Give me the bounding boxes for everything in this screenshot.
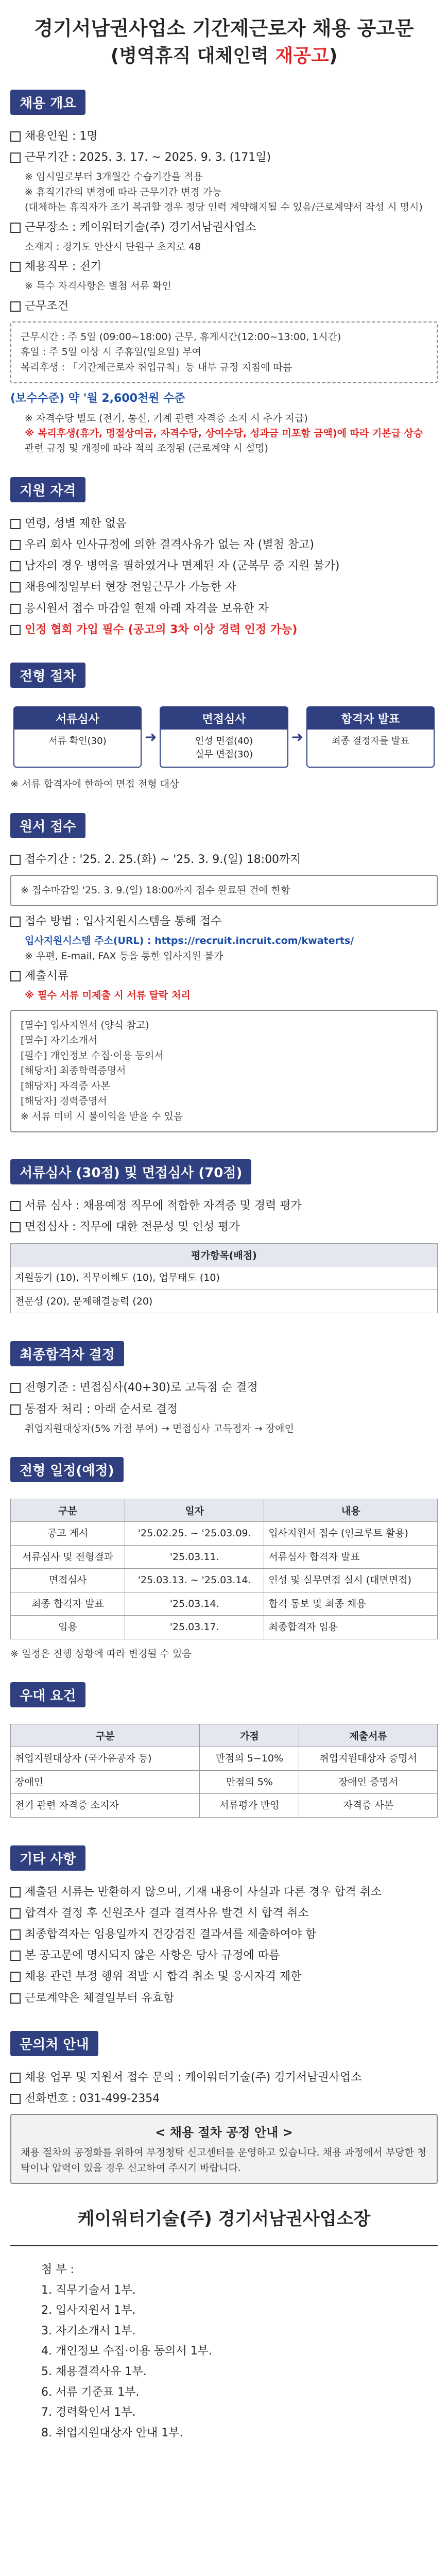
page-title: 경기서남권사업소 기간제근로자 채용 공고문: [34, 17, 414, 40]
checkbox-icon: [10, 582, 21, 592]
page-subtitle: [10, 44, 438, 69]
checkbox-icon: [10, 1951, 21, 1961]
period-note-3: (대체하는 휴직자가 조기 복귀할 경우 정당 인력 계약해지될 수 있음/근로계약서 작성 시 명시): [25, 201, 423, 213]
docs-box: [10, 1010, 438, 1132]
doc-item: [필수] 입사지원서 (양식 참고): [21, 1019, 149, 1031]
section-head-overview: 채용 개요: [10, 90, 85, 115]
misc-item: 본 공고문에 명시되지 않은 사항은 당사 규정에 따름: [10, 1946, 438, 1964]
attach-item: 5. 채용결격사유 1부.: [41, 2365, 147, 2378]
app-url-note: ※ 우편, E-mail, FAX 등을 통한 입사지원 불가: [25, 950, 223, 962]
doc-extra: ※ 서류 미비 시 불이익을 받을 수 있음: [21, 1110, 183, 1122]
checkbox-icon: [10, 1972, 21, 1982]
table-row: 서류심사 및 전형결과 '25.03.11. 서류심사 합격자 발표: [11, 1545, 438, 1569]
checkbox-icon: [10, 604, 21, 614]
cond-pay-note-3: 관련 규정 및 개정에 따라 적의 조정됨 (근로계약 시 설명): [25, 443, 268, 454]
attach-item: 8. 취업지원대상자 안내 1부.: [41, 2426, 183, 2439]
section-head-qualification: 지원 자격: [10, 477, 85, 502]
final-tiebreak: 취업지원대상자(5% 가점 부여) → 면접심사 고득점자 → 장애인: [25, 1422, 294, 1434]
process-step: [160, 706, 288, 768]
attach-item: 7. 경력확인서 1부.: [41, 2406, 136, 2419]
attach-item: 1. 직무기술서 1부.: [41, 2283, 136, 2297]
attach-item: 3. 자기소개서 1부.: [41, 2324, 136, 2337]
eval-table-cell: 전문성 (20), 문제해결능력 (20): [11, 1290, 438, 1313]
app-period-box: [10, 875, 438, 906]
checkbox-icon: [10, 917, 21, 927]
checkbox-icon: [10, 1908, 21, 1919]
cond-hours: 근무시간 : 주 5일 (09:00~18:00) 근무, 휴게시간(12:00~13:00, 1시간): [21, 331, 341, 343]
doc-item: [해당자] 자격증 사본: [21, 1080, 110, 1092]
misc-item: 제출된 서류는 반환하지 않으며, 기재 내용이 사실과 다른 경우 합격 취소: [10, 1883, 438, 1901]
step-body: 인성 면접(40) 실무 면접(30): [195, 735, 253, 760]
table-row: 장애인 만점의 5% 장애인 증명서: [11, 1770, 438, 1794]
fair-notice-text: 채용 절차의 공정화를 위하여 부정청탁 신고센터를 운영하고 있습니다. 채용 과정에서 부당한 청탁이나 압력이 있을 경우 신고하여 주시기 바랍니다.: [21, 2147, 427, 2174]
overview-item-count: 채용인원 : 1명: [10, 127, 438, 145]
checkbox-icon: [10, 855, 21, 865]
app-method: 접수 방법 : 입사지원시스템을 통해 접수: [10, 912, 438, 930]
section-head-final: 최종합격자 결정: [10, 1341, 124, 1366]
cond-pay-note-2: ※ 복리후생(휴가, 명절상여금, 자격수당, 상여수당, 성과금 미포함 금액)에 따라 기본급 상승: [25, 427, 423, 439]
checkbox-icon: [10, 1404, 21, 1415]
step-title: 합격자 발표: [307, 707, 434, 730]
pref-col-head: 구분: [11, 1724, 200, 1747]
schedule-col-head: 일자: [125, 1499, 264, 1522]
checkbox-icon: [10, 519, 21, 529]
table-row: 최종 합격자 발표 '25.03.14. 합격 통보 및 최종 채용: [11, 1592, 438, 1616]
qual-item: 남자의 경우 병역을 필하였거나 면제된 자 (군복무 중 지원 불가): [10, 557, 438, 575]
misc-item: 최종합격자는 임용일까지 건강검진 결과서를 제출하여야 함: [10, 1925, 438, 1943]
step-title: 면접심사: [161, 707, 287, 730]
final-item: 동점자 처리 : 아래 순서로 결정: [10, 1400, 438, 1418]
period-note: ※ 임시일로부터 3개월간 수습기간을 적용: [25, 171, 203, 183]
checkbox-icon: [10, 262, 21, 272]
eval-item: 서류 심사 : 채용예정 직무에 적합한 자격증 및 경력 평가: [10, 1197, 438, 1215]
preference-table: [10, 1724, 438, 1818]
overview-item-conditions: 근무조건: [10, 297, 438, 315]
checkbox-icon: [10, 971, 21, 981]
qual-item: 채용예정일부터 현장 전일근무가 가능한 자: [10, 578, 438, 596]
checkbox-icon: [10, 1201, 21, 1211]
overview-item-period: 근무기간 : 2025. 3. 17. ~ 2025. 9. 3. (171일): [10, 148, 438, 166]
checkbox-icon: [10, 1993, 21, 2004]
eval-table-head: 평가항목(배점): [11, 1244, 438, 1266]
misc-item: 근로계약은 체결일부터 유효함: [10, 1989, 438, 2007]
doc-item: [해당자] 최종학력증명서: [21, 1065, 126, 1077]
workplace-address: 소재지 : 경기도 안산시 단원구 초지로 48: [25, 241, 201, 252]
schedule-table: [10, 1499, 438, 1639]
qual-item: 인정 협회 가입 필수 (공고의 3차 이상 경력 인정 가능): [10, 621, 438, 639]
table-row: 면접심사 '25.03.13. ~ '25.03.14. 인성 및 실무면접 실시 (대면면접): [11, 1569, 438, 1592]
checkbox-icon: [10, 152, 21, 163]
app-period: 접수기간 : '25. 2. 25.(화) ~ '25. 3. 9.(일) 18:00까지: [10, 851, 438, 869]
fair-notice-box: [10, 2114, 438, 2184]
doc-item: [필수] 자기소개서: [21, 1035, 98, 1046]
cond-pay: (보수수준) 약 '월 2,600천원 수준: [10, 392, 185, 405]
doc-item: [필수] 개인정보 수집·이용 동의서: [21, 1049, 164, 1061]
step-title: 서류심사: [14, 707, 141, 730]
cond-days: 휴일 : 주 5일 이상 시 주휴일(일요일) 부여: [21, 346, 201, 358]
schedule-col-head: 구분: [11, 1499, 125, 1522]
checkbox-icon: [10, 1887, 21, 1897]
notice-page: [10, 10, 438, 2443]
checkbox-icon: [10, 301, 21, 312]
process-step: [306, 706, 435, 768]
docs-label: 제출서류: [10, 967, 438, 985]
process-flow: [10, 706, 438, 768]
checkbox-icon: [10, 131, 21, 142]
qual-item: 연령, 성별 제한 없음: [10, 515, 438, 533]
checkbox-icon: [10, 1383, 21, 1393]
doc-item: [해당자] 경력증명서: [21, 1095, 107, 1107]
contact-item: 전화번호 : 031-499-2354: [10, 2090, 438, 2108]
process-step: [13, 706, 142, 768]
overview-item-job: 채용직무 : 전기: [10, 258, 438, 276]
misc-item: 합격자 결정 후 신원조사 결과 결격사유 발견 시 합격 취소: [10, 1904, 438, 1922]
arrow-right-icon: ➜: [145, 728, 157, 746]
section-head-schedule: 전형 일정(예정): [10, 1457, 124, 1482]
checkbox-icon: [10, 1222, 21, 1232]
checkbox-icon: [10, 540, 21, 550]
overview-item-place: 근무장소 : 케이워터기술(주) 경기서남권사업소: [10, 218, 438, 236]
qual-item: 응시원서 접수 마감일 현재 아래 자격을 보유한 자: [10, 600, 438, 618]
attach-item: 6. 서류 기준표 1부.: [41, 2385, 140, 2399]
schedule-note: ※ 일정은 진행 상황에 따라 변경될 수 있음: [10, 1648, 192, 1659]
job-note: ※ 특수 자격사항은 별첨 서류 확인: [25, 280, 171, 292]
table-row: 전기 관련 자격증 소지자 서류평가 반영 자격증 사본: [11, 1794, 438, 1818]
section-head-misc: 기타 사항: [10, 1845, 85, 1871]
conditions-box: [10, 321, 438, 383]
checkbox-icon: [10, 2094, 21, 2104]
section-head-preference: 우대 요건: [10, 1682, 85, 1707]
schedule-col-head: 내용: [264, 1499, 438, 1522]
table-row: 취업지원대상자 (국가유공자 등) 만점의 5~10% 취업지원대상자 증명서: [11, 1747, 438, 1771]
attach-item: 4. 개인정보 수집·이용 동의서 1부.: [41, 2345, 212, 2358]
process-note: ※ 서류 합격자에 한하여 면접 전형 대상: [10, 778, 179, 790]
checkbox-icon: [10, 1929, 21, 1940]
eval-table-cell: 지원동기 (10), 직무이해도 (10), 업무태도 (10): [11, 1266, 438, 1290]
pref-col-head: 제출서류: [299, 1724, 438, 1747]
subtitle-re: 재공고: [275, 45, 329, 67]
eval-item: 면접심사 : 직무에 대한 전문성 및 인성 평가: [10, 1218, 438, 1236]
misc-item: 채용 관련 부정 행위 적발 시 합격 취소 및 응시자격 제한: [10, 1968, 438, 1986]
subtitle-main: (병역휴직 대체인력: [110, 45, 269, 67]
section-head-contact: 문의처 안내: [10, 2031, 98, 2056]
checkbox-icon: [10, 625, 21, 635]
divider: [10, 2245, 438, 2246]
checkbox-icon: [10, 2073, 21, 2083]
table-row: 공고 게시 '25.02.25. ~ '25.03.09. 입사지원서 접수 (인크루트 활용): [11, 1522, 438, 1546]
period-note-2: ※ 휴직기간의 변경에 따라 근무기간 변경 가능: [25, 186, 222, 198]
attach-label: 첨 부 :: [41, 2263, 74, 2276]
subtitle-end: ): [329, 45, 338, 67]
table-row: 임용 '25.03.17. 최종합격자 임용: [11, 1616, 438, 1639]
checkbox-icon: [10, 223, 21, 233]
issuer-org: 케이워터기술(주) 경기서남권사업소장: [77, 2208, 371, 2229]
checkbox-icon: [10, 561, 21, 571]
section-head-application: 원서 접수: [10, 813, 85, 838]
attachments: [41, 2260, 438, 2443]
step-body: 서류 확인(30): [48, 735, 107, 747]
fair-notice-title: < 채용 절차 공정 안내 >: [155, 2125, 293, 2140]
cond-pay-note: ※ 자격수당 별도 (전기, 통신, 기계 관련 자격증 소지 시 추가 지급): [25, 412, 308, 424]
section-head-evaluation: 서류심사 (30점) 및 면접심사 (70점): [10, 1159, 251, 1184]
docs-note: ※ 필수 서류 미제출 시 서류 탈락 처리: [25, 990, 191, 1002]
arrow-right-icon: ➜: [291, 728, 303, 746]
pref-col-head: 가점: [200, 1724, 299, 1747]
app-url[interactable]: 입사지원시스템 주소(URL) : https://recruit.incruit.com/kwaterts/: [25, 935, 354, 947]
attach-item: 2. 입사지원서 1부.: [41, 2304, 136, 2317]
contact-item: 채용 업무 및 지원서 접수 문의 : 케이워터기술(주) 경기서남권사업소: [10, 2069, 438, 2087]
qual-item: 우리 회사 인사규정에 의한 결격사유가 없는 자 (별첨 참고): [10, 536, 438, 554]
final-item: 전형기준 : 면접심사(40+30)로 고득점 순 결정: [10, 1379, 438, 1397]
section-head-process: 전형 절차: [10, 663, 85, 688]
step-body: 최종 결정자를 발표: [332, 735, 409, 747]
cond-insurance: 복리후생 : 「기간제근로자 취업규칙」등 내부 규정 지침에 따름: [21, 361, 292, 373]
app-period-note: ※ 접수마감일 '25. 3. 9.(일) 18:00까지 접수 완료된 건에 한함: [21, 884, 290, 896]
eval-table: [10, 1243, 438, 1313]
